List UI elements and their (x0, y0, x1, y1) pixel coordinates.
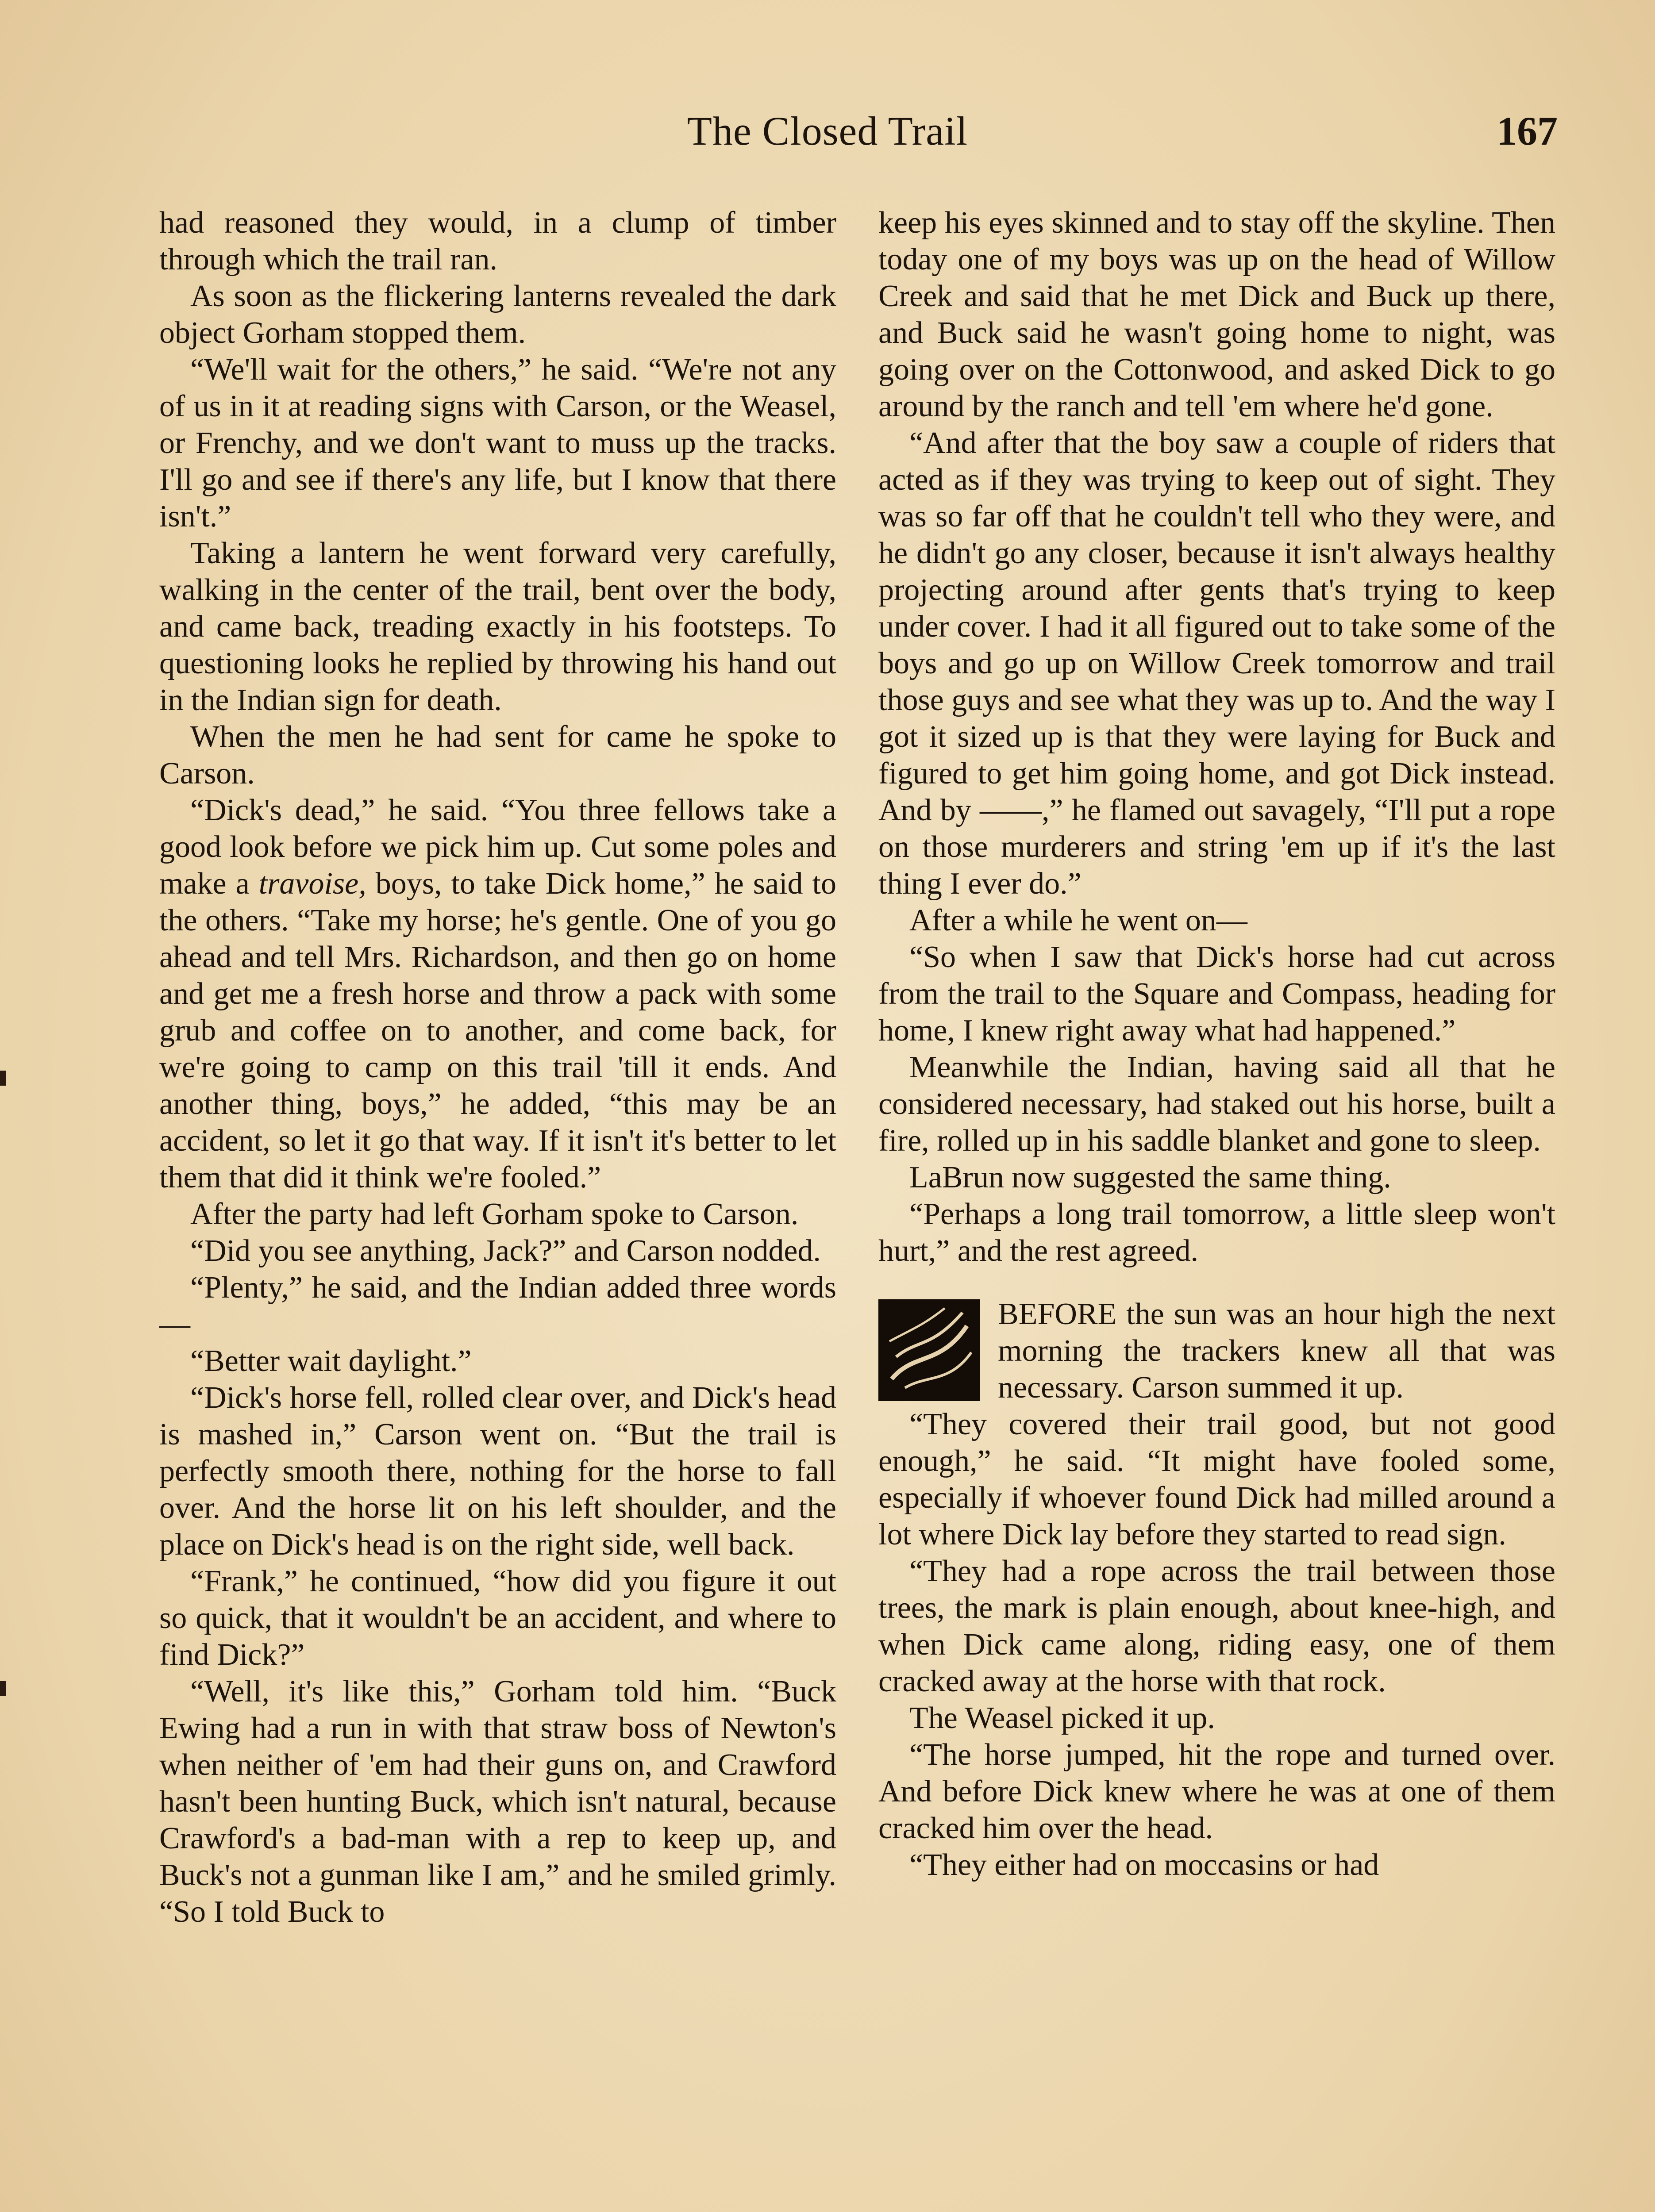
paragraph: “Dick's dead,” he said. “You three fellows take a good look before we pick him up. Cut some poles and make a travoise, boys, to take Dick home,” he said to the others. “Take my horse; he's gentle. One of you go ahead and tell Mrs. Richardson, and then go on home and get me a fresh horse and throw a pack with some grub and coffee on to another, and come back, for we're going to camp on this trail 'till it ends. And another thing, boys,” he added, “this may be an accident, so let it go that way. If it isn't it's better to let them that did it think we're fooled.” (159, 793, 837, 1194)
section-start-paragraph (878, 1296, 1555, 1406)
left-column (159, 204, 836, 1930)
paragraph: “They covered their trail good, but not good enough,” he said. “It might have fooled some, especially if whoever found Dick had milled around a lot where Dick lay before they started to read sign. (878, 1407, 1555, 1551)
page-number: 167 (1497, 108, 1558, 154)
paragraph: “Better wait daylight.” (190, 1344, 472, 1378)
section-start-text: BEFORE the sun was an hour high the next morning the trackers knew all that was necessary. Carson summed it up. (998, 1297, 1555, 1405)
paragraph: The Weasel picked it up. (909, 1701, 1215, 1735)
paragraph: “Well, it's like this,” Gorham told him. “Buck Ewing had a run in with that straw boss of Newton's when neither of 'em had their guns on, and Crawford hasn't been hunting Buck, which isn't natural, because Crawford's a bad-man with a rep to keep up, and Buck's not a gunman like I am,” and he smiled grimly. “So I told Buck to (159, 1674, 836, 1929)
paragraph: “Did you see anything, Jack?” and Carson nodded. (190, 1234, 821, 1268)
right-column (878, 204, 1555, 1883)
section-ornament-icon (878, 1299, 980, 1401)
paragraph: “We'll wait for the others,” he said. “We're not any of us in it at reading signs with Carson, or the Weasel, or Frenchy, and we don't want to muss up the tracks. I'll go and see if there's any life, but I know that there isn't.” (159, 353, 836, 534)
paragraph: “They had a rope across the trail between those trees, the mark is plain enough, about knee-high, and when Dick came along, riding easy, one of them cracked away at the horse with that rock. (878, 1554, 1555, 1698)
paragraph: “And after that the boy saw a couple of riders that acted as if they was trying to keep out of sight. They was so far off that he couldn't tell who they were, and he didn't go any closer, because it isn't always healthy projecting around after gents that's trying to keep under cover. I had it all figured out to take some of the boys and go up on Willow Creek tomorrow and trail those guys and see what they was up to. And the way I got it sized up is that they were laying for Buck and figured to get him going home, and got Dick instead. And by ——,” he flamed out savagely, “I'll put a rope on those murderers and string 'em up if it's the last thing I ever do.” (878, 426, 1555, 901)
paragraph: LaBrun now suggested the same thing. (909, 1160, 1391, 1194)
paragraph: had reasoned they would, in a clump of timber through which the trail ran. (159, 206, 836, 276)
page-edge-mark (0, 1071, 6, 1086)
paragraph: Taking a lantern he went forward very carefully, walking in the center of the trail, bent over the body, and came back, treading exactly in his footsteps. To questioning looks he replied by throwing his hand out in the Indian sign for death. (159, 536, 836, 717)
paragraph: “Frank,” he continued, “how did you figure it out so quick, that it wouldn't be an accident, and where to find Dick?” (159, 1564, 836, 1672)
paragraph: After the party had left Gorham spoke to Carson. (190, 1197, 799, 1231)
italic-word: travoise, (258, 867, 366, 901)
running-title: The Closed Trail (687, 108, 968, 154)
page-edge-mark (0, 1681, 6, 1696)
paragraph: When the men he had sent for came he spoke to Carson. (159, 720, 836, 791)
paragraph: “Dick's horse fell, rolled clear over, and Dick's head is mashed in,” Carson went on. “But the trail is perfectly smooth there, nothing for the horse to fall over. And the horse lit on his left shoulder, and the place on Dick's head is on the right side, well back. (159, 1381, 836, 1562)
paragraph: “Plenty,” he said, and the Indian added three words— (159, 1271, 836, 1341)
paragraph: “They either had on moccasins or had (909, 1848, 1379, 1882)
paragraph: “So when I saw that Dick's horse had cut across from the trail to the Square and Compass, heading for home, I knew right away what had happened.” (878, 940, 1555, 1048)
paragraph: After a while he went on— (909, 903, 1247, 937)
paragraph: “The horse jumped, hit the rope and turned over. And before Dick knew where he was at one of them cracked him over the head. (878, 1738, 1555, 1845)
paragraph: “Perhaps a long trail tomorrow, a little sleep won't hurt,” and the rest agreed. (878, 1197, 1555, 1268)
paragraph: Meanwhile the Indian, having said all that he considered necessary, had staked out his horse, built a fire, rolled up in his saddle blanket and gone to sleep. (878, 1050, 1555, 1158)
paragraph: As soon as the flickering lanterns revealed the dark object Gorham stopped them. (159, 279, 836, 350)
paragraph: keep his eyes skinned and to stay off the skyline. Then today one of my boys was up on the head of Willow Creek and said that he met Dick and Buck up there, and Buck said he wasn't going home to night, was going over on the Cottonwood, and asked Dick to go around by the ranch and tell 'em where he'd gone. (878, 206, 1555, 423)
